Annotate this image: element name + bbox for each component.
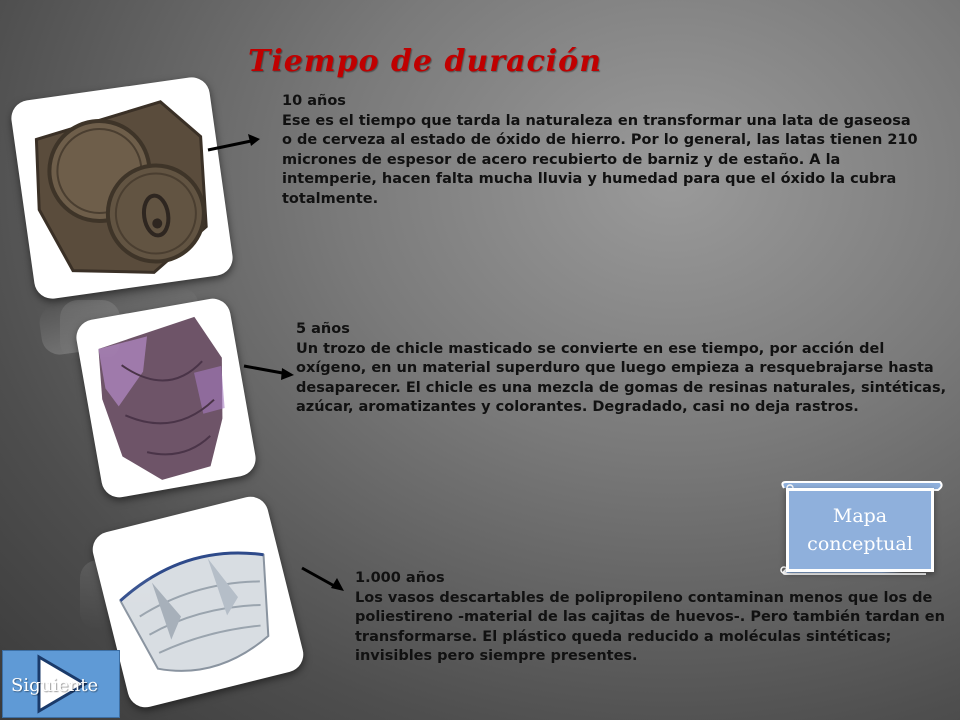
item-years: 5 años xyxy=(296,321,350,337)
page-title: Tiempo de duración xyxy=(248,44,603,79)
chewing-gum-reflection xyxy=(60,300,120,360)
item-text-block xyxy=(296,320,950,418)
arrow-icon xyxy=(298,562,350,596)
next-button-label: Siguiente xyxy=(11,675,99,696)
item-description: Un trozo de chicle masticado se convierte en ese tiempo, por acción del oxígeno, en un material superduro que luego empieza a resquebrajarse hasta desaparecer. El chicle es una mezcla de gomas de resinas naturales, sintéticas, azúcar, aromatizantes y colorantes. Degradado, casi no deja rastros. xyxy=(296,340,947,415)
plastic-cup-reflection xyxy=(80,560,150,630)
item-text-block xyxy=(355,569,945,667)
mapa-conceptual-label: Mapa conceptual xyxy=(786,488,934,572)
item-description: Ese es el tiempo que tarda la naturaleza en transformar una lata de gaseosa o de cerveza al estado de óxido de hierro. Por lo general, las latas tienen 210 micrones de espesor de acero recubierto de barniz y de estaño. A la intemperie, hacen falta mucha lluvia y humedad para que el óxido la cubra totalmente. xyxy=(282,112,918,207)
item-description: Los vasos descartables de polipropileno contaminan menos que los de poliestireno -material de las cajitas de huevos-. Pero también tardan en transformarse. El plástico queda reducido a moléculas sintéticas; invisibles pero siempre presentes. xyxy=(355,589,945,664)
item-years: 1.000 años xyxy=(355,570,445,586)
item-text-block xyxy=(282,92,922,209)
arrow-icon xyxy=(204,128,268,158)
item-years: 10 años xyxy=(282,93,346,109)
mapa-conceptual-button[interactable] xyxy=(776,480,944,576)
rusted-can-image xyxy=(9,75,235,301)
arrow-icon xyxy=(240,358,300,384)
next-button[interactable] xyxy=(2,650,120,718)
